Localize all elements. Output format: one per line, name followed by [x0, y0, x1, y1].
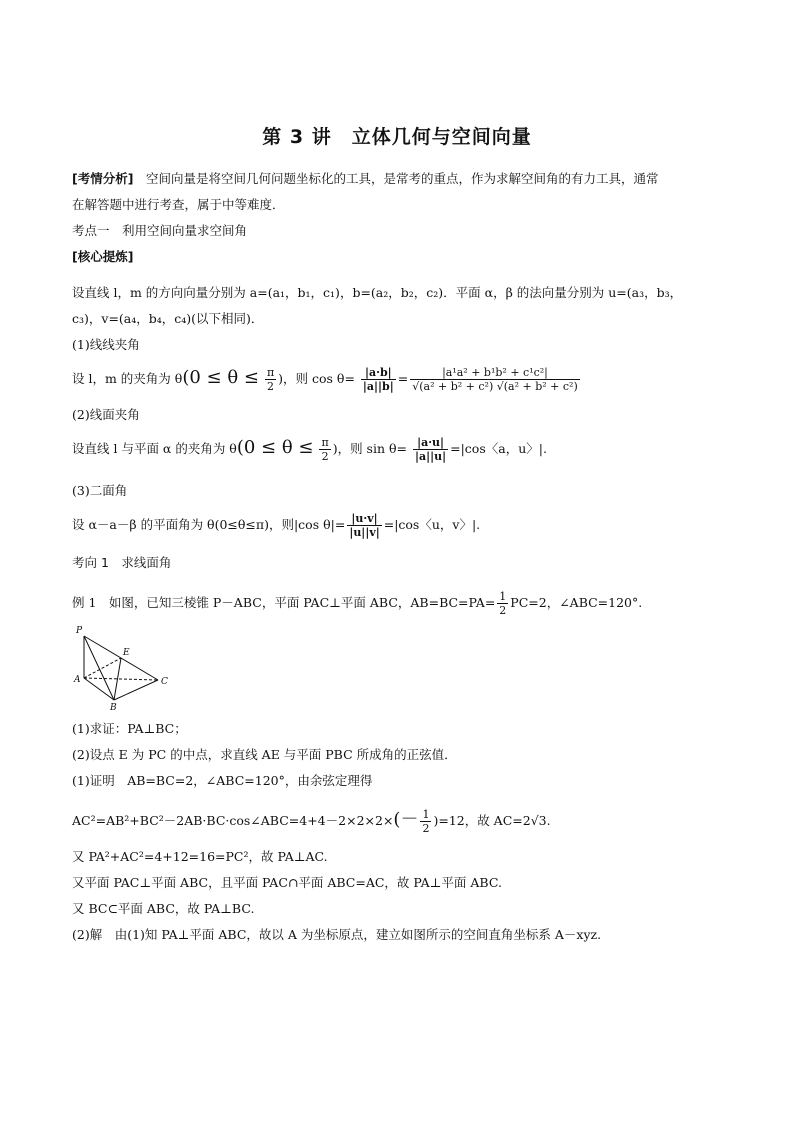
sec2-f-den: |a||u|: [414, 450, 447, 463]
edge-PB: [84, 636, 114, 700]
question-2: (2)设点 E 为 PC 的中点，求直线 AE 与平面 PBC 所成角的正弦值．: [72, 747, 457, 762]
proof-equation: [72, 808, 551, 835]
sec2-pi-fraction: [319, 436, 330, 463]
section-3-formula: [72, 512, 480, 539]
section-1-heading: (1)线线夹角: [72, 337, 140, 352]
example-1-statement: [72, 590, 642, 617]
edge-BC: [114, 680, 158, 700]
sec2-two: 2: [321, 450, 329, 463]
section-2-formula: [72, 436, 547, 463]
sec2-text-c: =|cos〈a，u〉|.: [450, 441, 547, 456]
section-2-heading: (2)线面夹角: [72, 407, 140, 422]
ex1-half-num: 1: [499, 590, 507, 603]
direction-heading: 考向 1 求线面角: [72, 555, 172, 570]
section-3-heading: (3)二面角: [72, 483, 128, 498]
edge-AB: [84, 678, 114, 700]
sec1-f1-den: |a||b|: [362, 380, 394, 393]
sec1-text-a: 设 l，m 的夹角为 θ: [72, 371, 183, 386]
label-E: E: [123, 648, 130, 658]
sec1-fraction-2: [410, 366, 580, 393]
sec1-f2-num: |a¹a² + b¹b² + c¹c²|: [410, 366, 580, 380]
pyramid-diagram: [72, 624, 182, 712]
sec2-range: (0 ≤ θ ≤: [236, 437, 314, 458]
sec2-fraction: [413, 436, 448, 463]
setup-line-2: c₃)，v=(a₄，b₄，c₄)(以下相同)．: [72, 311, 264, 326]
sec1-fraction-1: [361, 366, 396, 393]
sec1-eq: =: [397, 371, 409, 386]
sec2-text-a: 设直线 l 与平面 α 的夹角为 θ: [72, 441, 237, 456]
label-P: P: [76, 626, 83, 636]
section-1-formula: [72, 366, 582, 393]
ex1-text-b: PC=2，∠ABC=120°.: [510, 595, 643, 610]
label-A: A: [74, 675, 81, 685]
pyramid-figure: [72, 624, 182, 712]
proof-heading: (1)证明 AB=BC=2，∠ABC=120°，由余弦定理得: [72, 773, 373, 788]
sec1-pi: π: [266, 366, 275, 379]
proof-line-4: 又 BC⊂平面 ABC，故 PA⊥BC.: [72, 901, 255, 916]
analysis-line-1: [72, 170, 658, 188]
proof-fd: 2: [422, 822, 430, 835]
edge-AC-hidden: [84, 678, 158, 680]
sec3-f-den: |u||v|: [349, 526, 380, 539]
sec1-two: 2: [267, 380, 275, 393]
sec1-f2-den: √(a² + b² + c²) √(a² + b² + c²): [412, 380, 578, 393]
page-title: 第 3 讲 立体几何与空间向量: [262, 126, 532, 148]
sec2-f-num: |a·u|: [413, 436, 448, 450]
sec3-fraction: [347, 512, 381, 539]
sec1-text-b: )，则 cos θ=: [278, 371, 355, 386]
sec3-text-c: =|cos〈u，v〉|.: [383, 517, 481, 532]
analysis-text-1: 空间向量是将空间几何问题坐标化的工具，是常考的重点，作为求解空间角的有力工具，通常: [133, 171, 659, 186]
label-B: B: [110, 703, 117, 712]
ex1-half-fraction: [497, 590, 508, 617]
analysis-line-2: 在解答题中进行考查，属于中等难度．: [72, 197, 285, 212]
sec3-text-a: 设 α－a－β 的平面角为 θ(0≤θ≤π)，则|cos θ|=: [72, 517, 346, 532]
sec1-f1-num: |a·b|: [361, 366, 396, 380]
core-tag: [核心提炼]: [72, 249, 134, 264]
sec2-text-b: )，则 sin θ=: [332, 441, 407, 456]
proof-eq-b: )=12，故 AC=2√3.: [433, 813, 551, 828]
sec2-pi: π: [321, 436, 329, 449]
solution-2: (2)解 由(1)知 PA⊥平面 ABC，故以 A 为坐标原点，建立如图所示的空间直角坐标系 A－xyz.: [72, 927, 602, 942]
sec1-range: (0 ≤ θ ≤: [182, 367, 259, 388]
analysis-tag: [考情分析]: [72, 171, 134, 186]
setup-line-1: 设直线 l，m 的方向向量分别为 a=(a₁，b₁，c₁)，b=(a₂，b₂，c₂)．平面 α，β 的法向量分别为 u=(a₃，b₃，: [72, 285, 683, 300]
ex1-text-a: 例 1 如图，已知三棱锥 P－ABC，平面 PAC⊥平面 ABC，AB=BC=PA=: [72, 595, 496, 610]
proof-eq-a: AC²=AB²+BC²－2AB·BC·cos∠ABC=4+4－2×2×2×: [72, 813, 394, 828]
proof-fraction: [420, 808, 431, 835]
proof-line-3: 又平面 PAC⊥平面 ABC，且平面 PAC∩平面 ABC=AC，故 PA⊥平面 ABC.: [72, 875, 502, 890]
proof-fn: 1: [422, 808, 430, 821]
sec1-pi-fraction: [265, 366, 276, 393]
question-1: (1)求证：PA⊥BC；: [72, 721, 187, 736]
ex1-half-den: 2: [499, 604, 507, 617]
point-heading: 考点一 利用空间向量求空间角: [72, 223, 248, 238]
proof-line-2: 又 PA²+AC²=4+12=16=PC²，故 PA⊥AC.: [72, 849, 328, 864]
label-C: C: [161, 677, 168, 687]
sec3-f-num: |u·v|: [347, 512, 381, 526]
proof-neg: (－: [393, 809, 419, 830]
